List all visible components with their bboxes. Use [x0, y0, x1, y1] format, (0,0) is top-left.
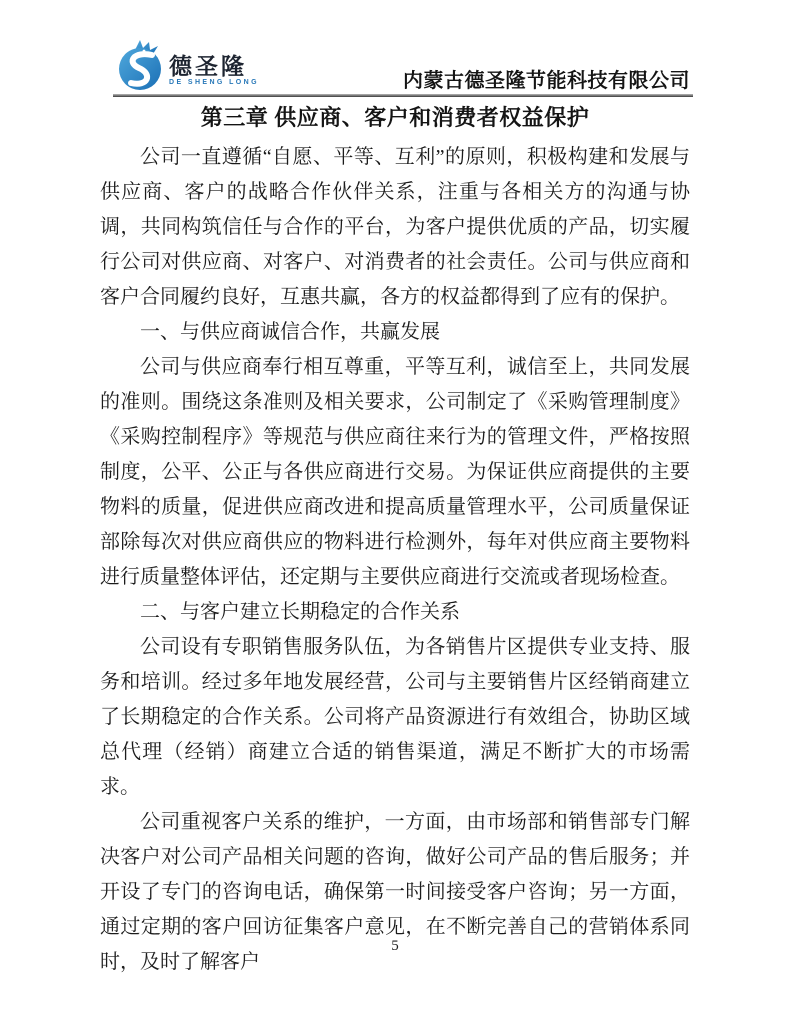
- page-footer: [100, 938, 690, 955]
- logo-name-en: DE SHENG LONG: [169, 79, 259, 86]
- body-paragraph: 公司设有专职销售服务队伍，为各销售片区提供专业支持、服务和培训。经过多年地发展经营，公司与主要销售片区经销商建立了长期稳定的合作关系。公司将产品资源进行有效组合，协助区域总代理（经销）商建立合适的销售渠道，满足不断扩大的市场需求。: [100, 636, 690, 798]
- logo-text: [169, 54, 259, 86]
- chapter-title: 第三章 供应商、客户和消费者权益保护: [200, 105, 590, 130]
- section-heading: 一、与供应商诚信合作，共赢发展: [140, 321, 440, 343]
- dragon-s-logo-icon: [117, 38, 167, 92]
- page-number: 5: [391, 938, 399, 954]
- document-body: [100, 140, 690, 980]
- body-paragraph: 公司与供应商奉行相互尊重，平等互利，诚信至上，共同发展的准则。围绕这条准则及相关要求，公司制定了《采购管理制度》《采购控制程序》等规范与供应商往来行为的管理文件，严格按照制度，公平、公正与各供应商进行交易。为保证供应商提供的主要物料的质量，促进供应商改进和提高质量管理水平，公司质量保证部除每次对供应商供应的物料进行检测外，每年对供应商主要物料进行质量整体评估，还定期与主要供应商进行交流或者现场检查。: [100, 356, 690, 588]
- body-paragraph: 公司重视客户关系的维护，一方面，由市场部和销售部专门解决客户对公司产品相关问题的咨询，做好公司产品的售后服务；并开设了专门的咨询电话，确保第一时间接受客户咨询；另一方面，通过定期的客户回访征集客户意见，在不断完善自己的营销体系同时，及时了解客户: [100, 811, 690, 973]
- company-name: 内蒙古德圣隆节能科技有限公司: [403, 70, 690, 92]
- section-heading: 二、与客户建立长期稳定的合作关系: [140, 601, 460, 623]
- header-rule: [113, 94, 693, 97]
- company-logo: [117, 38, 259, 92]
- logo-name-cn: 德圣隆: [169, 53, 247, 79]
- body-paragraph: 公司一直遵循“自愿、平等、互利”的原则，积极构建和发展与供应商、客户的战略合作伙伴关系，注重与各相关方的沟通与协调，共同构筑信任与合作的平台，为客户提供优质的产品，切实履行公司对供应商、对客户、对消费者的社会责任。公司与供应商和客户合同履约良好，互惠共赢，各方的权益都得到了应有的保护。: [100, 146, 690, 308]
